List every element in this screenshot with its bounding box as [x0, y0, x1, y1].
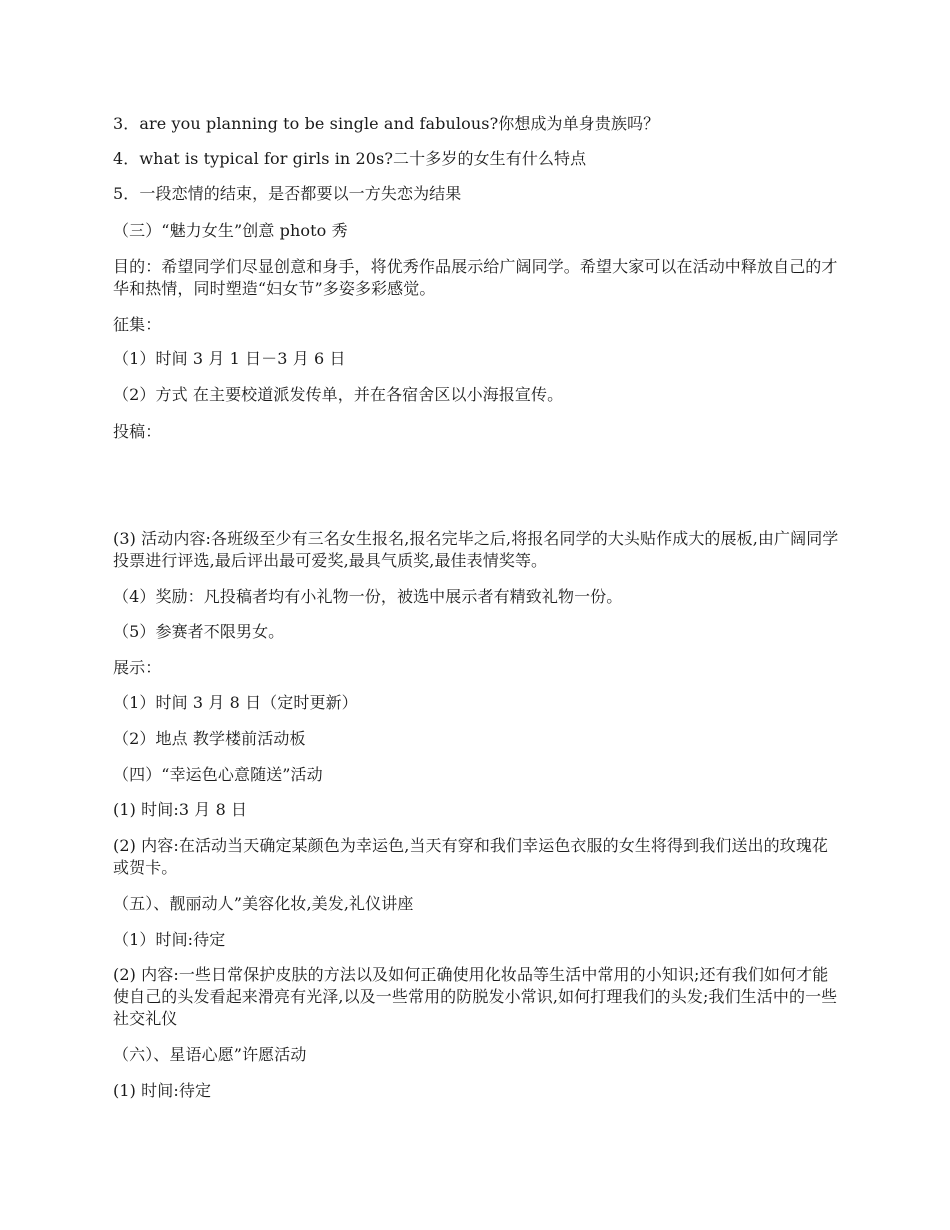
activity-content: (3) 活动内容:各班级至少有三名女生报名,报名完毕之后,将报名同学的大头贴作成大的展板,由广阔同学投票进行评选,最后评出最可爱奖,最具气质奖,最佳表情奖等。	[113, 529, 839, 570]
collection-time: （1）时间 3 月 1 日－3 月 6 日	[113, 349, 346, 368]
display-time: （1）时间 3 月 8 日（定时更新）	[113, 693, 358, 712]
participants-paragraph: （5）参赛者不限男女。	[113, 622, 285, 641]
display-label: 展示：	[113, 658, 162, 677]
lecture-content: (2) 内容:一些日常保护皮肤的方法以及如何正确使用化妆品等生活中常用的小知识;还有我们如何才能使自己的头发看起来滑亮有光泽,以及一些常用的防脱发小常识,如何打理我们的头发;我们生活中的一些社交礼仪	[113, 965, 838, 1028]
section-heading-4: （四）“幸运色心意随送”活动	[113, 765, 323, 784]
question-4: 4．what is typical for girls in 20s?二十多岁的女生有什么特点	[113, 149, 587, 168]
display-location: （2）地点 教学楼前活动板	[113, 729, 306, 748]
collection-method: （2）方式 在主要校道派发传单，并在各宿舍区以小海报宣传。	[113, 385, 564, 404]
reward-paragraph: （4）奖励：凡投稿者均有小礼物一份，被选中展示者有精致礼物一份。	[113, 587, 623, 606]
question-3: 3．are you planning to be single and fabulous?你想成为单身贵族吗？	[113, 114, 660, 133]
section-heading-5: （五）、靓丽动人”美容化妆,美发,礼仪讲座	[113, 894, 414, 913]
lucky-color-content: (2) 内容:在活动当天确定某颜色为幸运色,当天有穿和我们幸运色衣服的女生将得到我们送出的玫瑰花或贺卡。	[113, 836, 829, 877]
purpose-paragraph: 目的：希望同学们尽显创意和身手，将优秀作品展示给广阔同学。希望大家可以在活动中释放自己的才华和热情，同时塑造“妇女节”多姿多彩感觉。	[113, 257, 838, 298]
lecture-time: （1）时间:待定	[113, 930, 226, 949]
lucky-color-time: (1) 时间:3 月 8 日	[113, 800, 248, 819]
collection-label: 征集：	[113, 315, 162, 334]
section-heading-6: （六）、星语心愿”许愿活动	[113, 1045, 307, 1064]
section-heading-3: （三）“魅力女生”创意 photo 秀	[113, 221, 348, 240]
question-5: 5．一段恋情的结束，是否都要以一方失恋为结果	[113, 184, 462, 203]
submission-label: 投稿：	[113, 422, 162, 441]
wish-activity-time: (1) 时间:待定	[113, 1081, 212, 1100]
